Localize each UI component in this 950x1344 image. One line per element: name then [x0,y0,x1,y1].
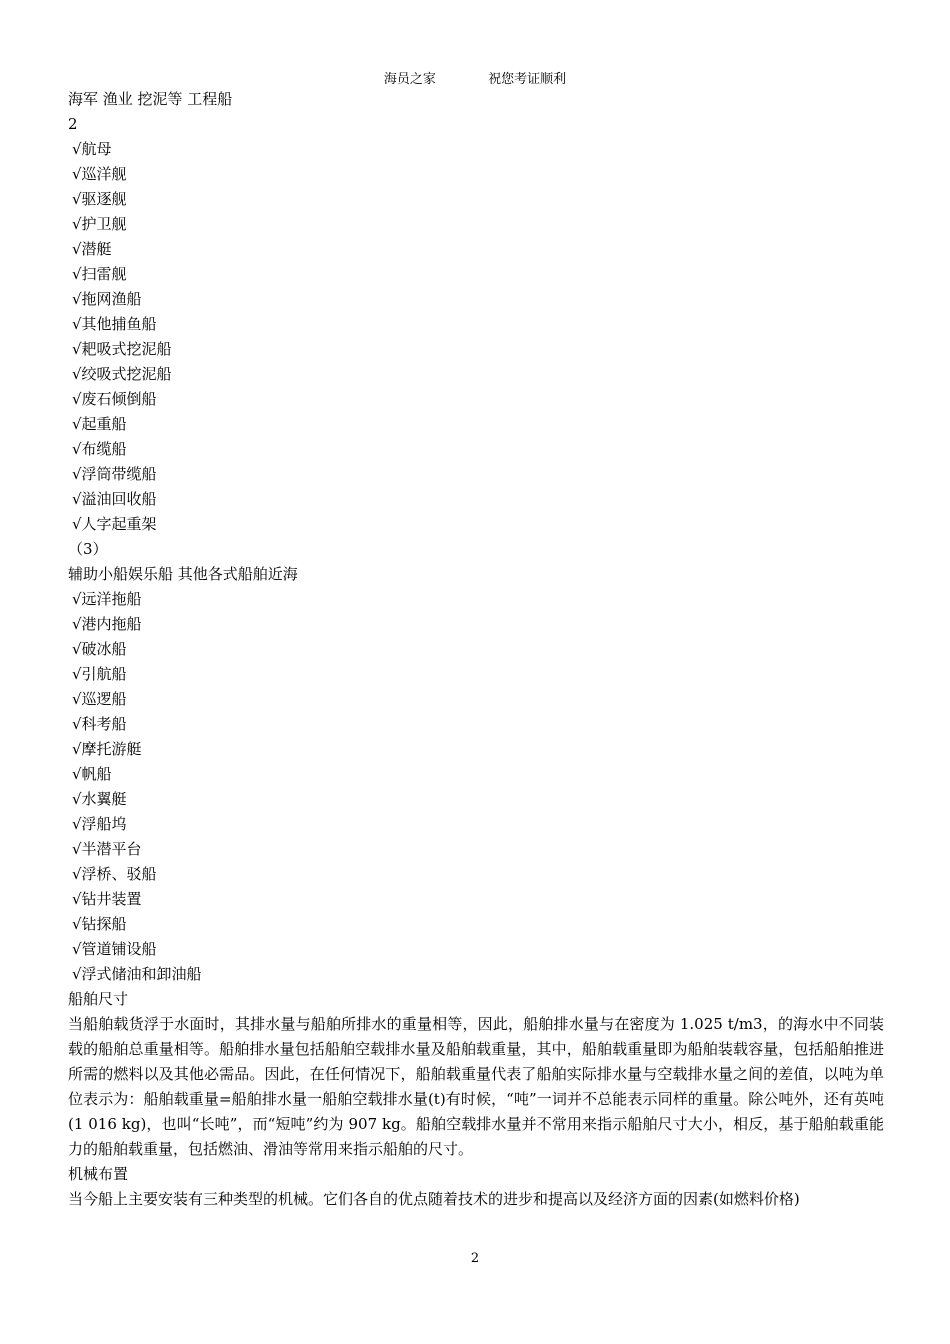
list-item: √科考船 [72,715,127,733]
section-3-list [68,587,884,987]
page-number: 2 [470,1251,480,1266]
list-item: √港内拖船 [72,615,142,633]
ship-size-paragraph: 当船舶载货浮于水面时，其排水量与船舶所排水的重量相等，因此，船舶排水量与在密度为 1.025 t/m3，的海水中不同装载的船舶总重量相等。船舶排水量包括船舶空载排水量及船舶载重量，其中，船舶载重量即为船舶装载容量，包括船舶推进所需的燃料以及其他必需品。因此，在任何情况下，船舶载重量代表了船舶实际排水量与空载排水量之间的差值，以吨为单位表示为：船舶载重量=船舶排水量一船舶空载排水量(t)有时候，“吨”一词并不总能表示同样的重量。除公吨外，还有英吨(1 016 kg)，也叫“长吨”，而“短吨”约为 907 kg。船舶空载排水量并不常用来指示船舶尺寸大小，相反，基于船舶载重能力的船舶载重量，包括燃油、滑油等常用来指示船舶的尺寸。 [68,1015,884,1158]
intro-line: 海军 渔业 挖泥等 工程船 [68,90,233,108]
list-item: √巡逻船 [72,690,127,708]
list-item: √拖网渔船 [72,290,142,308]
list-item: √浮式储油和卸油船 [72,965,202,983]
machinery-paragraph: 当今船上主要安装有三种类型的机械。它们各自的优点随着技术的进步和提高以及经济方面的因素(如燃料价格) [68,1190,800,1208]
ship-size-title: 船舶尺寸 [68,990,129,1008]
header-left-text: 海员之家 [383,72,436,87]
header-right-text: 祝您考证顺利 [488,72,567,87]
list-item: √绞吸式挖泥船 [72,365,172,383]
list-item: √潜艇 [72,240,112,258]
list-item: √浮桥、驳船 [72,865,157,883]
list-item: √钻井装置 [72,890,142,908]
section-3-number: （3） [68,540,108,558]
list-item: √半潜平台 [72,840,142,858]
list-item: √管道铺设船 [72,940,157,958]
list-item: √扫雷舰 [72,265,127,283]
list-item: √钻探船 [72,915,127,933]
list-item: √起重船 [72,415,127,433]
list-item: √摩托游艇 [72,740,142,758]
machinery-title: 机械布置 [68,1165,129,1183]
list-item: √人字起重架 [72,515,157,533]
list-item: √护卫舰 [72,215,127,233]
list-item: √浮筒带缆船 [72,465,157,483]
list-item: √其他捕鱼船 [72,315,157,333]
list-item: √耙吸式挖泥船 [72,340,172,358]
section-2-number: 2 [68,115,78,133]
list-item: √浮船坞 [72,815,127,833]
section-2-list [68,137,884,537]
list-item: √航母 [72,140,112,158]
section-3-heading: 辅助小船娱乐船 其他各式船舶近海 [68,565,298,583]
list-item: √帆船 [72,765,112,783]
page-content [68,87,884,1212]
list-item: √水翼艇 [72,790,127,808]
list-item: √废石倾倒船 [72,390,157,408]
list-item: √溢油回收船 [72,490,157,508]
list-item: √引航船 [72,665,127,683]
list-item: √破冰船 [72,640,127,658]
list-item: √巡洋舰 [72,165,127,183]
list-item: √布缆船 [72,440,127,458]
list-item: √驱逐舰 [72,190,127,208]
list-item: √远洋拖船 [72,590,142,608]
